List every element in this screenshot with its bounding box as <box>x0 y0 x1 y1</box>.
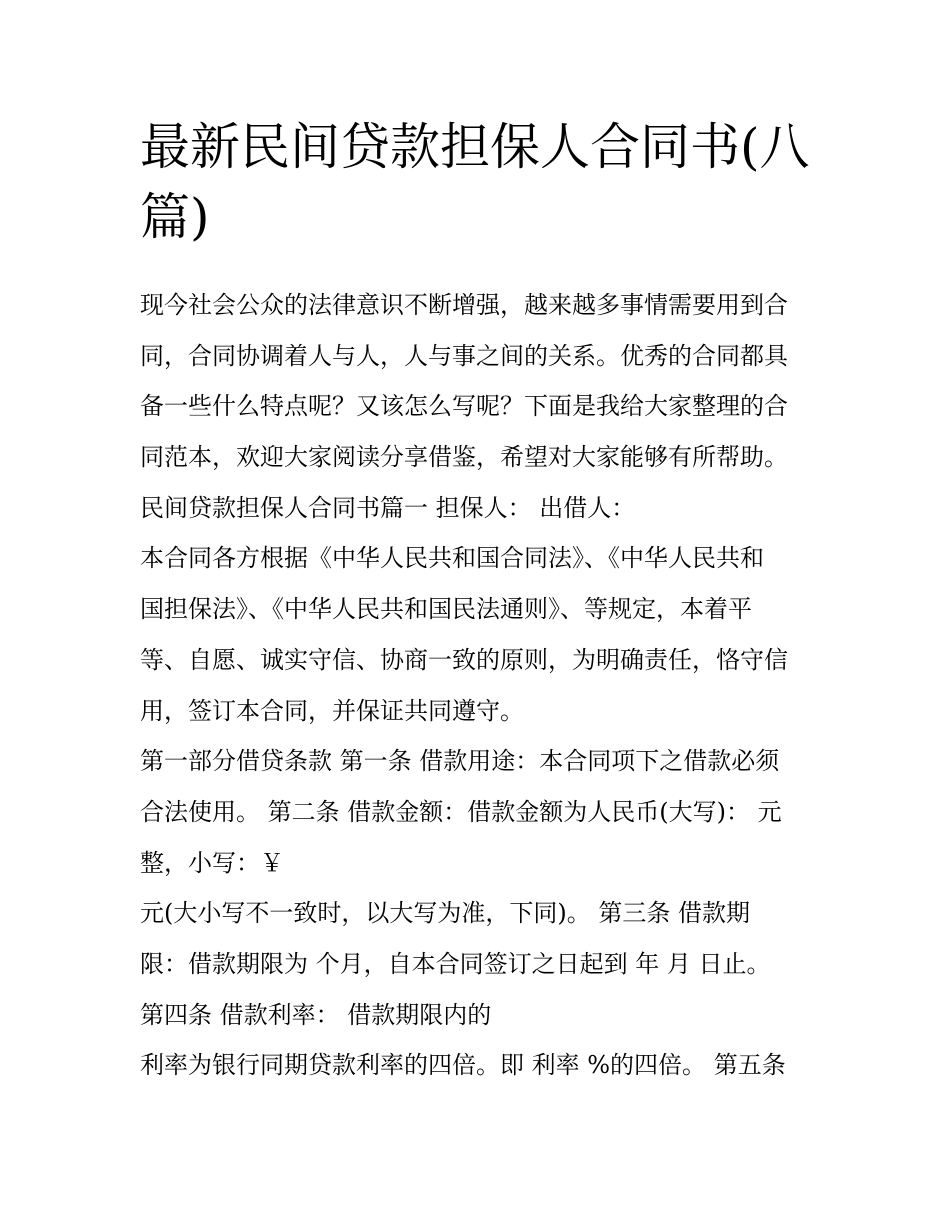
body-line: 同，合同协调着人与人，人与事之间的关系。优秀的合同都具 <box>140 341 788 370</box>
body-line: 元(大小写不一致时，以大写为准，下同)。 第三条 借款期 <box>140 899 750 928</box>
body-line: 现今社会公众的法律意识不断增强，越来越多事情需要用到合 <box>140 291 788 319</box>
body-line: 合法使用。 第二条 借款金额：借款金额为人民币(大写)： 元 <box>140 797 782 826</box>
body-line: 同范本，欢迎大家阅读分享借鉴，希望对大家能够有所帮助。 <box>140 443 788 472</box>
body-line: 本合同各方根据《中华人民共和国合同法》、《中华人民共和 <box>140 544 764 573</box>
title-line: 篇) <box>140 188 210 246</box>
body-line: 整，小写：￥ <box>140 848 284 877</box>
body-line: 第一部分借贷条款 第一条 借款用途：本合同项下之借款必须 <box>140 747 780 776</box>
title-line: 最新民间贷款担保人合同书(八 <box>140 118 810 176</box>
body-line: 第四条 借款利率： 借款期限内的 <box>140 1000 492 1029</box>
body-line: 民间贷款担保人合同书篇一 担保人： 出借人： <box>140 493 636 522</box>
body-line: 等、自愿、诚实守信、协商一致的原则，为明确责任，恪守信 <box>140 645 788 674</box>
document-title <box>140 112 820 252</box>
body-line: 国担保法》、《中华人民共和国民法通则》、等规定，本着平 <box>140 595 752 624</box>
body-line: 限：借款期限为 个月，自本合同签订之日起到 年 月 日止。 <box>140 949 771 978</box>
body-line: 利率为银行同期贷款利率的四倍。即 利率 %的四倍。 第五条 <box>140 1051 786 1080</box>
document-body <box>140 280 812 1091</box>
body-line: 备一些什么特点呢？又该怎么写呢？下面是我给大家整理的合 <box>140 392 788 421</box>
body-line: 用，签订本合同，并保证共同遵守。 <box>140 696 524 725</box>
